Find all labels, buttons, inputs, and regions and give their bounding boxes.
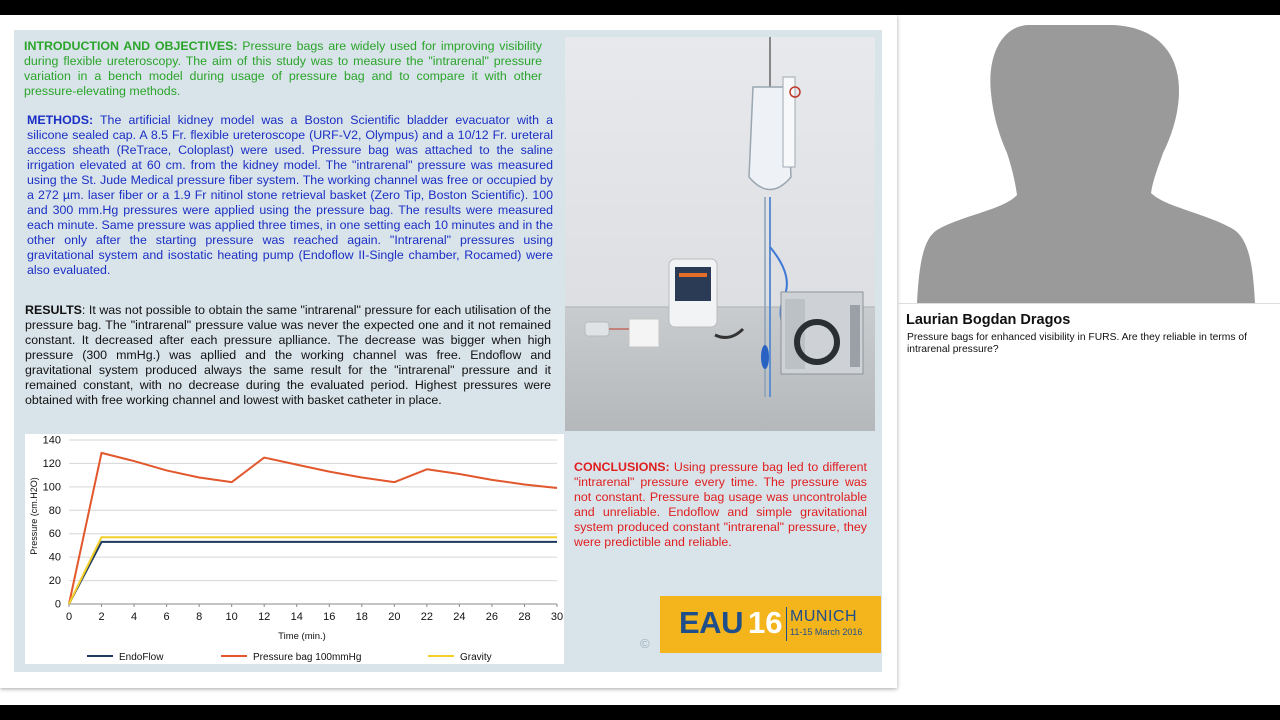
copyright-mark: © [640,636,650,651]
chart-x-tick-label: 24 [453,611,466,623]
logo-dates: 11-15 March 2016 [790,627,863,637]
chart-legend-label: Gravity [460,652,492,663]
conclusions-section [574,460,867,550]
chart-y-tick-label: 100 [42,481,61,494]
chart-y-tick-label: 0 [54,598,61,611]
results-section [25,303,551,408]
logo-year: 16 [748,605,783,640]
chart-x-tick-label: 28 [518,611,531,623]
chart-series-line [69,537,557,604]
chart-series-line [69,453,557,604]
chart-y-tick-label: 80 [48,504,61,517]
chart-x-tick-label: 6 [163,611,170,623]
intro-heading: INTRODUCTION AND OBJECTIVES: [24,39,238,53]
sidebar-divider [897,303,1280,304]
results-body: : It was not possible to obtain the same "intrarenal" pressure for each utilisation of the pressure bag. The "intrarenal" pressure value was never the expected one and it not remained constant. It decreased after each pressure aplliance. The decrease was bigger when high pressure (300 mmHg.) was apllied and the working channel was free. Endoflow and gravitational system produced always the same result for the "intrarenal" pressure and it remained constant, with no decrease during the evaluated period. Highest pressures were obtained with free working channel and lowest with basket catheter in place. [25,303,551,407]
chart-axes [43,435,563,624]
chart-x-tick-label: 12 [258,611,271,623]
logo-separator [786,607,787,641]
chart-legend-label: Pressure bag 100mmHg [253,652,362,663]
chart-x-tick-label: 8 [196,611,203,623]
chart-x-tick-label: 0 [65,611,73,623]
results-heading: RESULTS [25,303,82,317]
eau16-munich-logo [660,596,881,653]
logo-eau: EAU [679,605,743,640]
chart-x-tick-label: 30 [550,611,564,623]
chart-legend [87,652,492,663]
pressure-line-chart [25,434,564,664]
conclusions-body: Using pressure bag led to different "intrarenal" pressure every time. The pressure was not constant. Pressure bag usage was uncontrolable and unreliable. Endoflow and simple gravitational system produced constant "intrarenal" pressure, they were predictible and reliable. [574,460,867,549]
chart-x-tick-label: 22 [420,611,433,623]
chart-legend-label: EndoFlow [119,652,164,663]
chart-x-tick-label: 2 [98,611,105,623]
chart-x-tick-label: 18 [355,611,368,623]
chart-x-tick-label: 26 [485,611,499,623]
chart-y-tick-label: 120 [42,457,61,470]
chart-y-tick-label: 60 [48,528,61,541]
intro-body: Pressure bags are widely used for improving visibility during flexible ureteroscopy. The aim of this study was to measure the "intrarenal" pressure variation in a bench model during usage of pressure bag and to compare it with other pressure-elevating methods. [24,39,542,98]
intro-section [24,39,542,99]
speaker-avatar-placeholder [907,15,1280,303]
chart-series-line [69,542,557,604]
chart-y-tick-label: 40 [48,551,61,564]
bottom-letterbox [0,705,1280,720]
methods-section [27,113,553,278]
chart-x-tick-label: 14 [290,611,303,623]
logo-city: MUNICH [790,608,857,625]
top-letterbox [0,0,1280,15]
chart-plot [25,434,564,664]
methods-body: The artificial kidney model was a Boston Scientific bladder evacuator with a silicone sealed cap. A 8.5 Fr. flexible ureteroscope (URF-V2, Olympus) and a 10/12 Fr. ureteral access sheath (ReTrace, Coloplast) were used. Pressure bag was attached to the saline irrigation elevated at 60 cm. from the kidney model. The "intrarenal" pressure was measured using the St. Jude Medical pressure fiber system. The working channel was free or occupied by a 272 µm. laser fiber or a 1.9 Fr nitinol stone retrieval basket (Zero Tip, Boston Scientific). 100 and 300 mm.Hg pressures were applied using the pressure bag. The results were measured each minute. Same pressure was applied three times, in one setting each 10 minutes and in the other only after the starting pressure was reached again. "Intrarenal" pressures using gravitational system and isostatic heating pump (Endoflow II-Single chamber, Rocamed) were also evaluated. [27,113,553,277]
conclusions-heading: CONCLUSIONS: [574,460,670,474]
methods-heading: METHODS: [27,113,94,127]
chart-series [69,453,557,604]
chart-x-tick-label: 16 [323,611,336,623]
chart-x-tick-label: 20 [388,611,401,623]
chart-x-axis-label: Time (min.) [278,631,326,642]
talk-title: Pressure bags for enhanced visibility in FURS. Are they reliable in terms of intrarenal pressure? [907,332,1247,355]
bench-model-photo [565,37,875,431]
chart-x-tick-label: 4 [131,611,138,623]
chart-y-tick-label: 20 [48,575,61,588]
chart-grid [69,440,557,604]
chart-x-tick-label: 10 [225,611,238,623]
chart-y-tick-label: 140 [42,434,61,447]
chart-y-axis-label: Pressure (cm.H2O) [29,477,39,555]
speaker-name: Laurian Bogdan Dragos [906,312,1071,328]
